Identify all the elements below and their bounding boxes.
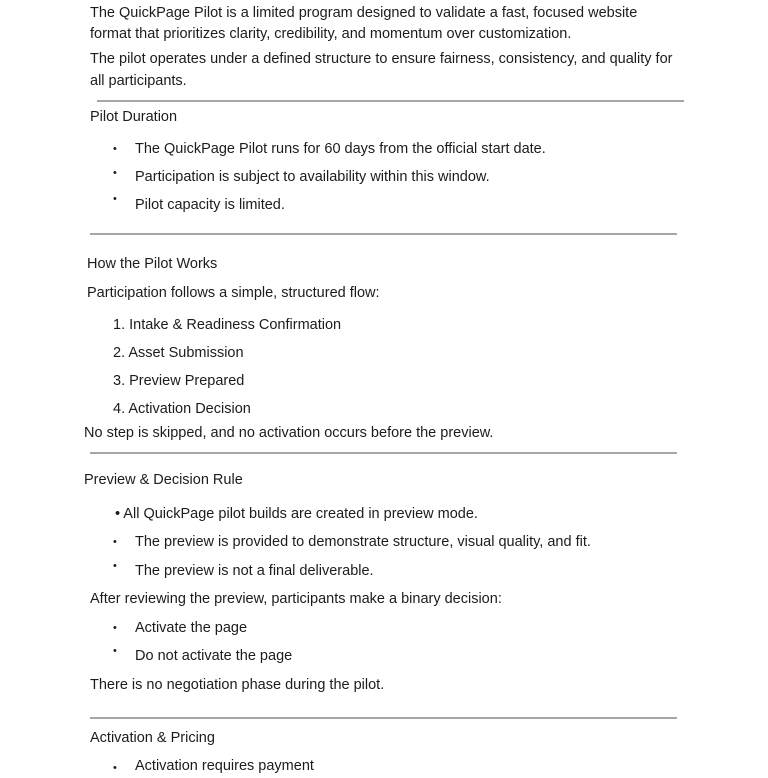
- bullet-icon: •: [113, 167, 117, 179]
- step-item: 1. Intake & Readiness Confirmation: [113, 317, 342, 333]
- bullet-icon: •: [113, 193, 117, 205]
- bullet-icon: •: [113, 143, 117, 155]
- list-item: • All QuickPage pilot builds are created in preview mode.: [115, 506, 478, 522]
- list-item: The preview is not a final deliverable.: [135, 563, 374, 579]
- step-item: 3. Preview Prepared: [113, 373, 245, 389]
- list-item: The preview is provided to demonstrate structure, visual quality, and fit.: [135, 534, 591, 550]
- step-item: 4. Activation Decision: [113, 401, 251, 417]
- divider: [97, 100, 684, 102]
- intro-paragraph-1-line-2: format that prioritizes clarity, credibility, and momentum over customization.: [90, 26, 572, 42]
- how-intro: Participation follows a simple, structured flow:: [87, 285, 380, 301]
- list-item: Activate the page: [135, 620, 248, 636]
- intro-paragraph-1-line-1: The QuickPage Pilot is a limited program designed to validate a fast, focused website: [90, 5, 638, 21]
- divider: [90, 233, 677, 235]
- bullet-icon: •: [113, 762, 117, 774]
- list-item: Pilot capacity is limited.: [135, 197, 285, 213]
- section-heading-pricing: Activation & Pricing: [90, 730, 215, 746]
- bullet-icon: •: [113, 645, 117, 657]
- decision-intro: After reviewing the preview, participants make a binary decision:: [90, 591, 502, 607]
- section-heading-how: How the Pilot Works: [87, 256, 218, 272]
- divider: [90, 717, 677, 719]
- how-note: No step is skipped, and no activation occurs before the preview.: [84, 425, 494, 441]
- step-item: 2. Asset Submission: [113, 345, 244, 361]
- bullet-icon: •: [113, 560, 117, 572]
- bullet-icon: •: [113, 622, 117, 634]
- divider: [90, 452, 677, 454]
- intro-paragraph-2-line-2: all participants.: [90, 73, 187, 89]
- list-item: Activation requires payment: [135, 758, 314, 774]
- list-item: The QuickPage Pilot runs for 60 days from the official start date.: [135, 141, 546, 157]
- list-item: Do not activate the page: [135, 648, 293, 664]
- preview-note: There is no negotiation phase during the pilot.: [90, 677, 385, 693]
- section-heading-preview: Preview & Decision Rule: [84, 472, 243, 488]
- intro-paragraph-2-line-1: The pilot operates under a defined structure to ensure fairness, consistency, and quality for: [90, 51, 673, 67]
- bullet-icon: •: [113, 536, 117, 548]
- list-item: Participation is subject to availability within this window.: [135, 169, 490, 185]
- section-heading-duration: Pilot Duration: [90, 109, 178, 125]
